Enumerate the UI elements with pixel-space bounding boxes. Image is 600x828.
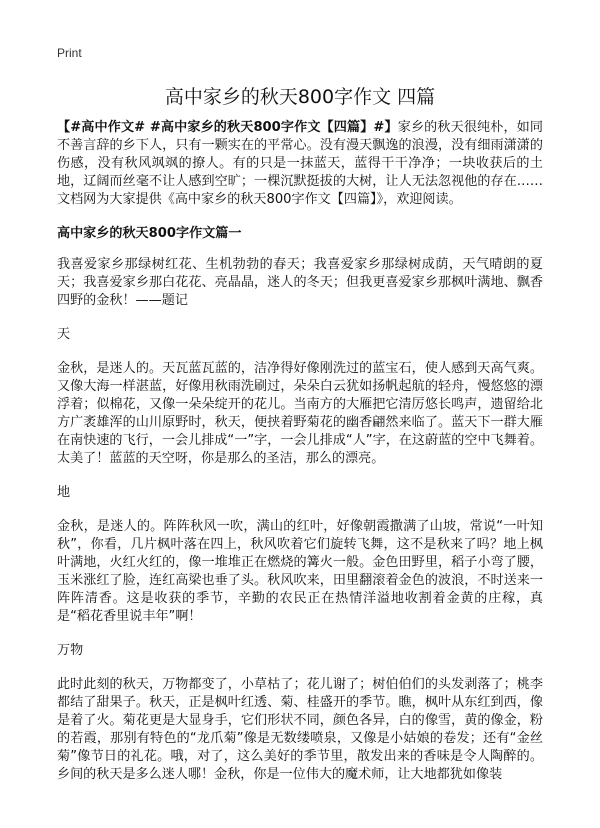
essay-subtitle: 高中家乡的秋天800字作文篇一 [57, 226, 242, 241]
section-text-earth: 金秋，是迷人的。阵阵秋风一吹，满山的红叶，好像朝霞撒满了山坡，常说“一叶知秋”，你看，几片枫叶落在四上，秋风吹着它们旋转飞舞，这不是秋来了吗？地上枫叶满地，火红火红的，像一堆堆正在燃烧的篝火一般。金色田野里，稻子小弯了腰，玉米涨红了脸，连红高梁也垂了头。秋风吹来，田里翻滚着金色的波浪，不时送来一阵阵清香。这是收获的季节，辛勤的农民正在热情洋溢地收割着金黄的庄稼，真是“稻花香里说丰年”啊！ [57, 519, 543, 624]
section-text-sky: 金秋，是迷人的。天瓦蓝瓦蓝的，洁净得好像刚洗过的蓝宝石，使人感到天高气爽。又像大海一样湛蓝，好像用秋雨洗刷过，朵朵白云犹如扬帆起航的轻舟，慢悠悠的漂浮着；似棉花，又像一朵朵绽开的花儿。当南方的大雁把它清厉悠长鸣声，遗留给北方广袤雄浑的山川原野时，秋天，便挟着野菊花的幽香翩然来临了。蓝天下一群大雁在南快速的飞行，一会儿排成“一”字，一会儿排成“人”字，在这蔚蓝的空中飞舞着。太美了！蓝蓝的天空呀，你是那么的圣洁，那么的漂亮。 [57, 361, 543, 466]
document-title: 高中家乡的秋天800字作文 四篇 [164, 86, 436, 108]
section-text-everything: 此时此刻的秋天，万物都变了，小草枯了；花儿谢了；树伯伯们的头发剥落了；桃李都结了甜果子。秋天，正是枫叶红透、菊、桂盛开的季节。瞧，枫叶从东红到西，像是着了火。菊花更是大显身手，它们形状不同，颜色各异，白的像雪，黄的像金，粉的若霞，那别有特色的“龙爪菊”像是无数缕喷泉，又像是小姑娘的卷发；还有“金丝菊”像节日的礼花。哦，对了，这么美好的季节里，散发出来的香味是令人陶醉的。乡间的秋天是多么迷人哪！金秋，你是一位伟大的魔术师，让大地都犹如像装 [57, 677, 543, 782]
document-body [57, 119, 543, 800]
print-label[interactable]: Print [57, 46, 82, 60]
section-heading-everything: 万物 [57, 643, 84, 658]
intro-text: 家乡的秋天很纯朴，如同不善言辞的乡下人，只有一颗实在的平常心。没有漫天飘逸的浪漫，没有细雨潇潇的伤感，没有秋风飒飒的撩人。有的只是一抹蓝天，蓝得干干净净；一块收获后的土地，辽阔而丝毫不让人感到空旷；一棵沉默挺拔的大树，让人无法忽视他的存在……文档网为大家提供《高中家乡的秋天800字作文【四篇】》，欢迎阅读。 [57, 120, 543, 207]
section-heading-earth: 地 [57, 485, 71, 500]
intro-bold-lead: 【#高中作文# #高中家乡的秋天800字作文【四篇】#】 [57, 120, 398, 135]
section-heading-sky: 天 [57, 327, 71, 342]
epigraph-paragraph: 我喜爱家乡那绿树红花、生机勃勃的春天；我喜爱家乡那绿树成荫，天气晴朗的夏天；我喜爱家乡那白花花、亮晶晶，迷人的冬天；但我更喜爱家乡那枫叶满地、飘香四野的金秋！——题记 [57, 257, 543, 308]
intro-paragraph [57, 119, 543, 209]
